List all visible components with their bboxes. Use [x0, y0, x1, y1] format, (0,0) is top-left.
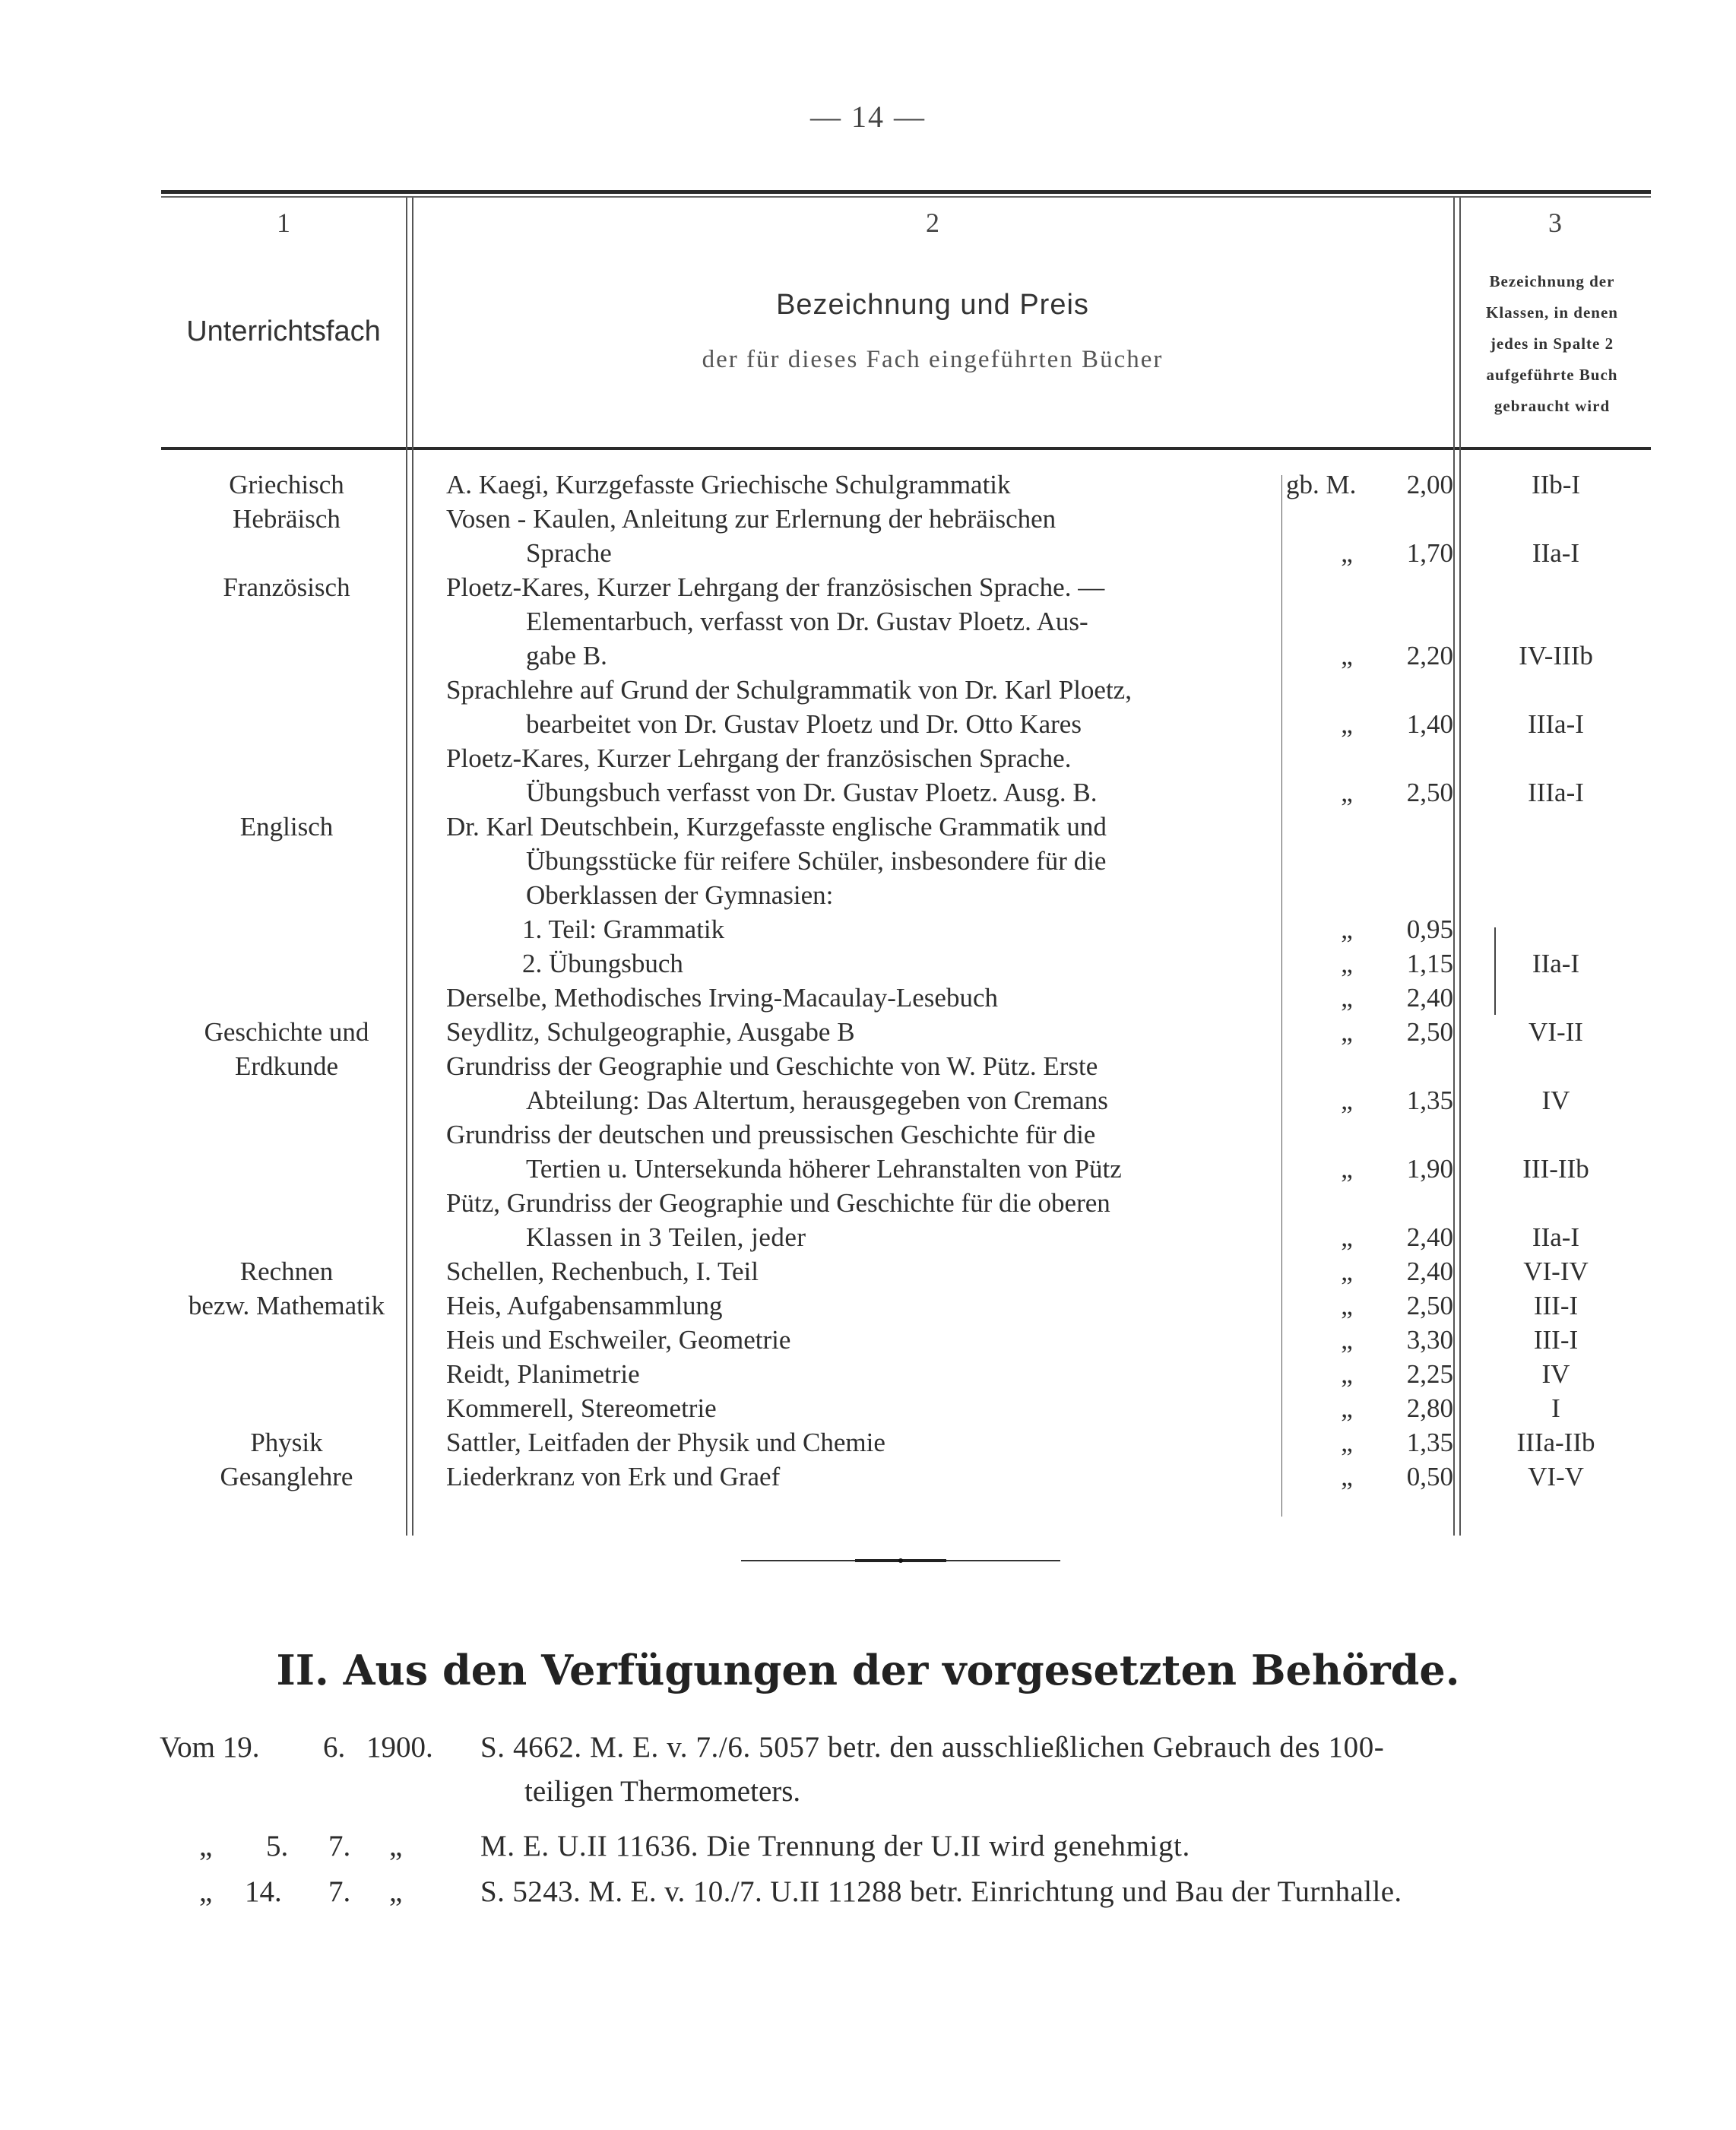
- ditto-mark: „: [1341, 1222, 1353, 1252]
- order-date-month: 6.: [323, 1731, 346, 1764]
- ditto-mark: „: [1341, 1393, 1353, 1423]
- price-cell: 2,25: [1406, 1359, 1453, 1389]
- book-cell: Elementarbuch, verfasst von Dr. Gustav Ploetz. Aus-: [526, 607, 1088, 636]
- ditto-mark: „: [1341, 1428, 1353, 1457]
- price-cell: 1,15: [1406, 949, 1453, 978]
- book-cell: Vosen - Kaulen, Anleitung zur Erlernung der hebräischen: [446, 504, 1056, 534]
- header-designation-title: Bezeichnung und Preis: [776, 289, 1089, 321]
- header-classes-line: aufgeführte Buch: [1486, 366, 1618, 384]
- column-divider-1b: [412, 198, 413, 1536]
- book-cell: bearbeitet von Dr. Gustav Ploetz und Dr. Otto Kares: [526, 709, 1082, 739]
- book-cell: Sprache: [526, 538, 612, 568]
- price-cell: 1,35: [1406, 1086, 1453, 1115]
- classes-cell: IV-IIIb: [1519, 641, 1593, 670]
- classes-cell: III-I: [1533, 1291, 1579, 1320]
- classes-cell: IIa-I: [1532, 949, 1580, 978]
- book-cell: Tertien u. Untersekunda höherer Lehranstalten von Pütz: [526, 1154, 1122, 1184]
- subject-cell: Gesanglehre: [220, 1462, 353, 1491]
- column-number-2: 2: [926, 208, 939, 238]
- section-ornament: [741, 1558, 1060, 1563]
- book-cell: gabe B.: [526, 641, 607, 670]
- ditto-mark: „: [1341, 1325, 1353, 1355]
- price-cell: 0,50: [1406, 1462, 1453, 1491]
- price-cell: 2,50: [1406, 1017, 1453, 1047]
- classes-cell: III-IIb: [1522, 1154, 1589, 1184]
- classes-cell: IIIa-I: [1528, 778, 1584, 807]
- order-text: S. 4662. M. E. v. 7./6. 5057 betr. den ausschließlichen Gebrauch des 100-: [480, 1731, 1385, 1764]
- order-text-continued: teiligen Thermometers.: [524, 1775, 801, 1808]
- price-cell: 0,95: [1406, 914, 1453, 944]
- price-cell: 2,80: [1406, 1393, 1453, 1423]
- book-cell: Ploetz-Kares, Kurzer Lehrgang der französischen Sprache.: [446, 743, 1072, 773]
- subject-cell: Französisch: [223, 572, 350, 602]
- book-cell: Sattler, Leitfaden der Physik und Chemie: [446, 1428, 885, 1457]
- classes-cell: I: [1551, 1393, 1560, 1423]
- ditto-mark: „: [1341, 983, 1353, 1013]
- ditto-mark: „: [199, 1830, 213, 1862]
- book-cell: Heis und Eschweiler, Geometrie: [446, 1325, 791, 1355]
- header-classes-line: gebraucht wird: [1494, 397, 1611, 415]
- subject-cell: Erdkunde: [234, 1051, 339, 1081]
- top-rule: [161, 190, 1651, 194]
- subject-cell: Griechisch: [229, 470, 344, 499]
- ditto-mark: „: [1341, 914, 1353, 944]
- classes-cell: IIIa-IIb: [1516, 1428, 1595, 1457]
- subject-cell: Rechnen: [239, 1257, 334, 1286]
- ditto-mark: „: [389, 1875, 403, 1908]
- classes-cell: IIa-I: [1532, 1222, 1580, 1252]
- classes-cell: IV: [1541, 1359, 1570, 1389]
- ditto-mark: „: [1341, 1291, 1353, 1320]
- column-number-3: 3: [1548, 208, 1562, 238]
- ditto-mark: „: [1341, 641, 1353, 670]
- ditto-mark: „: [1341, 778, 1353, 807]
- subject-cell: Geschichte und: [204, 1017, 369, 1047]
- header-classes-line: Bezeichnung der: [1489, 272, 1615, 290]
- column-divider-1: [406, 198, 407, 1536]
- book-cell: Kommerell, Stereometrie: [446, 1393, 717, 1423]
- ditto-mark: „: [1341, 949, 1353, 978]
- book-cell: Heis, Aufgabensammlung: [446, 1291, 723, 1320]
- textbook-table: [161, 190, 1651, 1536]
- order-date-year: 1900.: [366, 1731, 433, 1764]
- ditto-mark: „: [1341, 709, 1353, 739]
- book-cell: Sprachlehre auf Grund der Schulgrammatik von Dr. Karl Ploetz,: [446, 675, 1132, 705]
- book-cell: A. Kaegi, Kurzgefasste Griechische Schulgrammatik: [446, 470, 1011, 499]
- book-cell: Liederkranz von Erk und Graef: [446, 1462, 781, 1491]
- book-cell: Grundriss der deutschen und preussischen Geschichte für die: [446, 1120, 1096, 1149]
- price-cell: 3,30: [1406, 1325, 1453, 1355]
- price-cell: 1,40: [1406, 709, 1453, 739]
- book-cell: Grundriss der Geographie und Geschichte von W. Pütz. Erste: [446, 1051, 1098, 1081]
- header-subject: Unterrichtsfach: [186, 315, 381, 347]
- price-cell: 2,40: [1406, 1222, 1453, 1252]
- ditto-mark: „: [1341, 1257, 1353, 1286]
- book-cell: Seydlitz, Schulgeographie, Ausgabe B: [446, 1017, 855, 1047]
- ditto-mark: „: [1341, 1086, 1353, 1115]
- price-prefix: gb. M.: [1286, 470, 1357, 499]
- book-cell: Ploetz-Kares, Kurzer Lehrgang der französischen Sprache. —: [446, 572, 1105, 602]
- grouping-brace: [1494, 927, 1496, 1015]
- ditto-mark: „: [1341, 1154, 1353, 1184]
- price-cell: 1,90: [1406, 1154, 1453, 1184]
- header-classes: [1453, 266, 1651, 422]
- book-cell: Derselbe, Methodisches Irving-Macaulay-Lesebuch: [446, 983, 998, 1013]
- subject-cell: bezw. Mathematik: [188, 1291, 385, 1320]
- price-cell: 2,50: [1406, 778, 1453, 807]
- price-cell: 2,00: [1406, 470, 1453, 499]
- book-cell: Schellen, Rechenbuch, I. Teil: [446, 1257, 759, 1286]
- top-rule-thin: [161, 196, 1651, 198]
- order-text: M. E. U.II 11636. Die Trennung der U.II wird genehmigt.: [480, 1830, 1190, 1862]
- book-cell: Klassen in 3 Teilen, jeder: [526, 1222, 806, 1252]
- book-cell: Reidt, Planimetrie: [446, 1359, 640, 1389]
- classes-cell: VI-II: [1529, 1017, 1583, 1047]
- book-cell: Abteilung: Das Altertum, herausgegeben von Cremans: [526, 1086, 1108, 1115]
- price-cell: 2,40: [1406, 1257, 1453, 1286]
- header-rule: [161, 447, 1651, 450]
- classes-cell: VI-IV: [1523, 1257, 1589, 1286]
- price-cell: 1,35: [1406, 1428, 1453, 1457]
- order-date-day: 14.: [245, 1875, 282, 1908]
- section-heading: II. Aus den Verfügungen der vorgesetzten Behörde.: [276, 1646, 1460, 1694]
- ditto-mark: „: [389, 1830, 403, 1862]
- order-date-month: 7.: [328, 1875, 351, 1908]
- book-cell: 2. Übungsbuch: [522, 949, 683, 978]
- classes-cell: IIb-I: [1531, 470, 1581, 499]
- order-date-prefix: Vom 19.: [160, 1731, 260, 1764]
- book-cell: Oberklassen der Gymnasien:: [526, 880, 834, 910]
- classes-cell: IIa-I: [1532, 538, 1580, 568]
- classes-cell: IV: [1541, 1086, 1570, 1115]
- order-text: S. 5243. M. E. v. 10./7. U.II 11288 betr. Einrichtung und Bau der Turnhalle.: [480, 1875, 1402, 1908]
- subject-cell: Physik: [250, 1428, 323, 1457]
- book-cell: 1. Teil: Grammatik: [522, 914, 725, 944]
- price-cell: 2,20: [1406, 641, 1453, 670]
- order-date-month: 7.: [328, 1830, 351, 1862]
- ditto-mark: „: [1341, 538, 1353, 568]
- ditto-mark: „: [1341, 1017, 1353, 1047]
- price-cell: 2,40: [1406, 983, 1453, 1013]
- subject-cell: Hebräisch: [233, 504, 341, 534]
- book-cell: Dr. Karl Deutschbein, Kurzgefasste englische Grammatik und: [446, 812, 1107, 842]
- subject-cell: Englisch: [239, 812, 334, 842]
- book-cell: Übungsbuch verfasst von Dr. Gustav Ploetz. Ausg. B.: [526, 778, 1098, 807]
- header-classes-line: jedes in Spalte 2: [1490, 334, 1614, 353]
- book-cell: Pütz, Grundriss der Geographie und Geschichte für die oberen: [446, 1188, 1110, 1218]
- classes-cell: VI-V: [1528, 1462, 1584, 1491]
- book-cell: Übungsstücke für reifere Schüler, insbesondere für die: [526, 846, 1107, 876]
- header-classes-line: Klassen, in denen: [1486, 303, 1618, 322]
- header-designation-subtitle: der für dieses Fach eingeführten Bücher: [702, 346, 1164, 373]
- ditto-mark: „: [199, 1875, 213, 1908]
- column-number-1: 1: [277, 208, 290, 238]
- order-date-day: 5.: [266, 1830, 289, 1862]
- classes-cell: III-I: [1533, 1325, 1579, 1355]
- ditto-mark: „: [1341, 1359, 1353, 1389]
- price-cell: 2,50: [1406, 1291, 1453, 1320]
- page-number: — 14 —: [810, 100, 926, 134]
- classes-cell: IIIa-I: [1528, 709, 1584, 739]
- ditto-mark: „: [1341, 1462, 1353, 1491]
- price-cell: 1,70: [1406, 538, 1453, 568]
